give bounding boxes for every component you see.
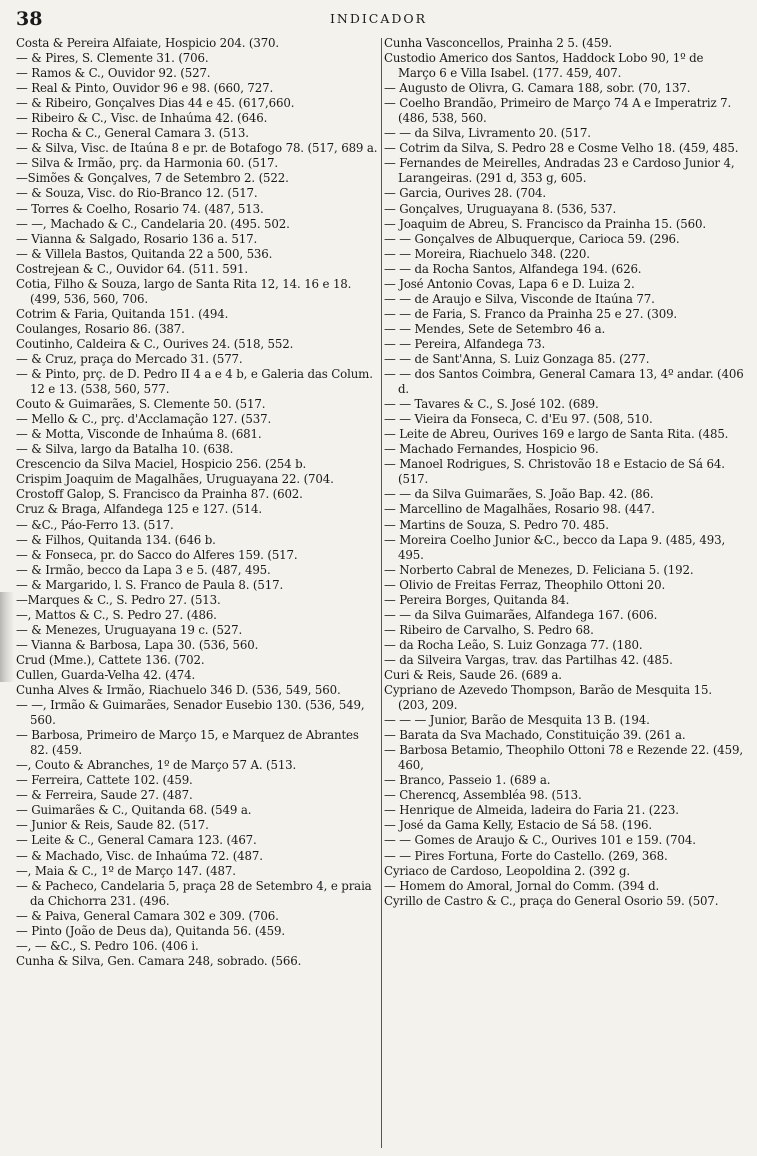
directory-entry: — — Mendes, Sete de Setembro 46 a.	[384, 321, 606, 336]
directory-entry: — Garcia, Ourives 28. (704.	[384, 186, 547, 201]
directory-entry: Cyrillo de Castro & C., praça do General Osorio 59. (507.	[384, 893, 719, 908]
binding-edge-shadow	[0, 592, 14, 682]
directory-entry: — —, Machado & C., Candelaria 20. (495. 502.	[16, 216, 290, 231]
directory-entry: — & Silva, largo da Batalha 10. (638.	[16, 442, 234, 457]
directory-entry: — Branco, Passeio 1. (689 a.	[384, 773, 551, 788]
directory-entry: — Barbosa, Primeiro de Março 15, e Marquez de Abrantes 82. (459.	[16, 728, 359, 758]
directory-entry: Cyriaco de Cardoso, Leopoldina 2. (392 g.	[384, 863, 630, 878]
directory-entry: Crud (Mme.), Cattete 136. (702.	[16, 652, 205, 667]
directory-entry: — Norberto Cabral de Menezes, D. Feliciana 5. (192.	[384, 562, 694, 577]
directory-entry: Cypriano de Azevedo Thompson, Barão de Mesquita 15. (203, 209.	[384, 683, 712, 713]
directory-entry: — & Motta, Visconde de Inhaúma 8. (681.	[16, 427, 262, 442]
directory-entry: —Marques & C., S. Pedro 27. (513.	[16, 592, 221, 607]
directory-entry: — Silva & Irmão, prç. da Harmonia 60. (517.	[16, 156, 278, 171]
directory-entry: — Marcellino de Magalhães, Rosario 98. (447.	[384, 502, 655, 517]
directory-entry: — Augusto de Olivra, G. Camara 188, sobr. (70, 137.	[384, 81, 691, 96]
directory-entry: — — Tavares & C., S. José 102. (689.	[384, 397, 599, 412]
directory-entry: —Simões & Gonçalves, 7 de Setembro 2. (522.	[16, 171, 289, 186]
directory-entry: — Vianna & Barbosa, Lapa 30. (536, 560.	[16, 637, 259, 652]
directory-entry: — & Cruz, praça do Mercado 31. (577.	[16, 351, 243, 366]
directory-entry: — Pereira Borges, Quitanda 84.	[384, 592, 570, 607]
directory-entry: — Guimarães & C., Quitanda 68. (549 a.	[16, 803, 252, 818]
directory-entry: — — de Araujo e Silva, Visconde de Itaúna 77.	[384, 291, 655, 306]
directory-entry: — — Pires Fortuna, Forte do Castello. (269, 368.	[384, 848, 668, 863]
directory-entry: Cunha & Silva, Gen. Camara 248, sobrado. (566.	[16, 953, 302, 968]
page-number: 38	[16, 8, 43, 30]
directory-entry: — & Irmão, becco da Lapa 3 e 5. (487, 495.	[16, 562, 271, 577]
directory-entry: — & Filhos, Quitanda 134. (646 b.	[16, 532, 216, 547]
directory-entry: — Pinto (João de Deus da), Quitanda 56. (459.	[16, 923, 285, 938]
directory-entry: — — Gonçalves de Albuquerque, Carioca 59. (296.	[384, 231, 680, 246]
directory-entry: — Vianna & Salgado, Rosario 136 a. 517.	[16, 231, 258, 246]
directory-entry: Couto & Guimarães, S. Clemente 50. (517.	[16, 397, 266, 412]
directory-entry: — & Fonseca, pr. do Sacco do Alferes 159. (517.	[16, 547, 298, 562]
directory-entry: Coutinho, Caldeira & C., Ourives 24. (518, 552.	[16, 336, 294, 351]
directory-entry: Cotrim & Faria, Quitanda 151. (494.	[16, 306, 229, 321]
directory-entry: — — Pereira, Alfandega 73.	[384, 336, 546, 351]
directory-entry: — Torres & Coelho, Rosario 74. (487, 513.	[16, 201, 264, 216]
directory-entry: — & Paiva, General Camara 302 e 309. (706.	[16, 908, 279, 923]
directory-entry: — & Villela Bastos, Quitanda 22 a 500, 536.	[16, 246, 273, 261]
directory-entry: — — Moreira, Riachuelo 348. (220.	[384, 246, 590, 261]
directory-entry: — Moreira Coelho Junior &C., becco da Lapa 9. (485, 493, 495.	[384, 532, 726, 562]
directory-entry: — Gonçalves, Uruguayana 8. (536, 537.	[384, 201, 617, 216]
directory-entry: — — da Silva, Livramento 20. (517.	[384, 126, 591, 141]
directory-entry: Costrejean & C., Ouvidor 64. (511. 591.	[16, 261, 248, 276]
directory-entry: — José Antonio Covas, Lapa 6 e D. Luiza 2.	[384, 276, 635, 291]
directory-entry: — — de Sant'Anna, S. Luiz Gonzaga 85. (277.	[384, 351, 650, 366]
directory-entry: Crispim Joaquim de Magalhães, Uruguayana 22. (704.	[16, 472, 334, 487]
directory-entry: — — da Silva Guimarães, S. João Bap. 42. (86.	[384, 487, 654, 502]
directory-entry: — — Vieira da Fonseca, C. d'Eu 97. (508, 510.	[384, 412, 653, 427]
directory-entry: — & Silva, Visc. de Itaúna 8 e pr. de Botafogo 78. (517, 689 a.	[16, 141, 378, 156]
directory-entry: — Martins de Souza, S. Pedro 70. 485.	[384, 517, 609, 532]
directory-entry: — Machado Fernandes, Hospicio 96.	[384, 442, 599, 457]
directory-entry: — Fernandes de Meirelles, Andradas 23 e Cardoso Junior 4, Larangeiras. (291 d, 353 g, 605.	[384, 156, 735, 186]
directory-entry: — Barbosa Betamio, Theophilo Ottoni 78 e Rezende 22. (459, 460,	[384, 743, 743, 773]
directory-entry: Costa & Pereira Alfaiate, Hospicio 204. (370.	[16, 36, 280, 50]
directory-entry: — Leite de Abreu, Ourives 169 e largo de Santa Rita. (485.	[384, 427, 729, 442]
running-title: INDICADOR	[329, 11, 428, 26]
directory-entry: — & Ferreira, Saude 27. (487.	[16, 788, 193, 803]
directory-entry: Cruz & Braga, Alfandega 125 e 127. (514.	[16, 502, 262, 517]
directory-entry: — — da Silva Guimarães, Alfandega 167. (606.	[384, 607, 658, 622]
directory-entry: — —, Irmão & Guimarães, Senador Eusebio 130. (536, 549, 560.	[16, 698, 365, 728]
column-divider	[381, 38, 382, 1148]
directory-entry: —, — &C., S. Pedro 106. (406 i.	[16, 938, 199, 953]
directory-entry: — Ferreira, Cattete 102. (459.	[16, 773, 193, 788]
directory-entry: —, Maia & C., 1º de Março 147. (487.	[16, 863, 236, 878]
directory-entry: — — — Junior, Barão de Mesquita 13 B. (194.	[384, 713, 650, 728]
directory-entry: — Cherencq, Assembléa 98. (513.	[384, 788, 582, 803]
directory-entry: — & Margarido, l. S. Franco de Paula 8. (517.	[16, 577, 284, 592]
directory-entry: Coulanges, Rosario 86. (387.	[16, 321, 185, 336]
directory-entry: Crescencio da Silva Maciel, Hospicio 256. (254 b.	[16, 457, 307, 472]
directory-entry: — Coelho Brandão, Primeiro de Março 74 A e Imperatriz 7. (486, 538, 560.	[384, 96, 732, 126]
directory-entry: Cunha Vasconcellos, Prainha 2 5. (459.	[384, 36, 613, 50]
directory-entry: — Homem do Amoral, Jornal do Comm. (394 d.	[384, 878, 660, 893]
directory-entry: — Leite & C., General Camara 123. (467.	[16, 833, 257, 848]
directory-entry: — & Pinto, prç. de D. Pedro II 4 a e 4 b, e Galeria das Colum. 12 e 13. (538, 560, 577.	[16, 367, 373, 397]
directory-entry: — Cotrim da Silva, S. Pedro 28 e Cosme Velho 18. (459, 485.	[384, 141, 739, 156]
directory-entry: — da Silveira Vargas, trav. das Partilhas 42. (485.	[384, 652, 673, 667]
directory-entry: — & Machado, Visc. de Inhaúma 72. (487.	[16, 848, 263, 863]
directory-entry: Cullen, Guarda-Velha 42. (474.	[16, 667, 196, 682]
directory-entry: — Joaquim de Abreu, S. Francisco da Prainha 15. (560.	[384, 216, 706, 231]
directory-entry: — & Menezes, Uruguayana 19 c. (527.	[16, 622, 243, 637]
directory-entry: — &C., Páo-Ferro 13. (517.	[16, 517, 174, 532]
directory-entry: — — de Faria, S. Franco da Prainha 25 e 27. (309.	[384, 306, 678, 321]
directory-entry: — Rocha & C., General Camara 3. (513.	[16, 126, 249, 141]
directory-entry: —, Mattos & C., S. Pedro 27. (486.	[16, 607, 217, 622]
directory-entry: — Ribeiro & C., Visc. de Inhaúma 42. (646.	[16, 111, 268, 126]
directory-entry: —, Couto & Abranches, 1º de Março 57 A. (513.	[16, 758, 297, 773]
directory-entry: — Ribeiro de Carvalho, S. Pedro 68.	[384, 622, 594, 637]
directory-entry: — & Souza, Visc. do Rio-Branco 12. (517.	[16, 186, 258, 201]
directory-entry: Crostoff Galop, S. Francisco da Prainha 87. (602.	[16, 487, 303, 502]
directory-entry: — Manoel Rodrigues, S. Christovão 18 e Estacio de Sá 64. (517.	[384, 457, 725, 487]
directory-entry: — José da Gama Kelly, Estacio de Sá 58. (196.	[384, 818, 652, 833]
directory-entry: — Mello & C., prç. d'Acclamação 127. (537.	[16, 412, 272, 427]
directory-entry: — Barata da Sva Machado, Constituição 39. (261 a.	[384, 728, 686, 743]
directory-entry: — & Ribeiro, Gonçalves Dias 44 e 45. (617,660.	[16, 96, 295, 111]
directory-entry: — & Pires, S. Clemente 31. (706.	[16, 51, 209, 66]
directory-entry: — — dos Santos Coimbra, General Camara 13, 4º andar. (406 d.	[384, 367, 744, 397]
directory-entry: — Junior & Reis, Saude 82. (517.	[16, 818, 209, 833]
directory-entry: — Olivio de Freitas Ferraz, Theophilo Ottoni 20.	[384, 577, 666, 592]
directory-entry: — Ramos & C., Ouvidor 92. (527.	[16, 66, 211, 81]
directory-entry: Custodio Americo dos Santos, Haddock Lobo 90, 1º de Março 6 e Villa Isabel. (177. 459, 407.	[384, 51, 704, 81]
directory-entry: — da Rocha Leão, S. Luiz Gonzaga 77. (180.	[384, 637, 643, 652]
directory-entry: — & Pacheco, Candelaria 5, praça 28 de Setembro 4, e praia da Chichorra 231. (496.	[16, 878, 372, 908]
directory-entry: — — da Rocha Santos, Alfandega 194. (626.	[384, 261, 642, 276]
directory-entry: — Henrique de Almeida, ladeira do Faria 21. (223.	[384, 803, 679, 818]
right-column	[384, 36, 744, 909]
directory-entry: — Real & Pinto, Ouvidor 96 e 98. (660, 727.	[16, 81, 274, 96]
directory-entry: — — Gomes de Araujo & C., Ourives 101 e 159. (704.	[384, 833, 696, 848]
directory-entry: Cunha Alves & Irmão, Riachuelo 346 D. (536, 549, 560.	[16, 683, 341, 698]
left-column	[16, 36, 379, 969]
directory-entry: Cotia, Filho & Souza, largo de Santa Rita 12, 14. 16 e 18. (499, 536, 560, 706.	[16, 276, 352, 306]
directory-entry: Curi & Reis, Saude 26. (689 a.	[384, 667, 562, 682]
